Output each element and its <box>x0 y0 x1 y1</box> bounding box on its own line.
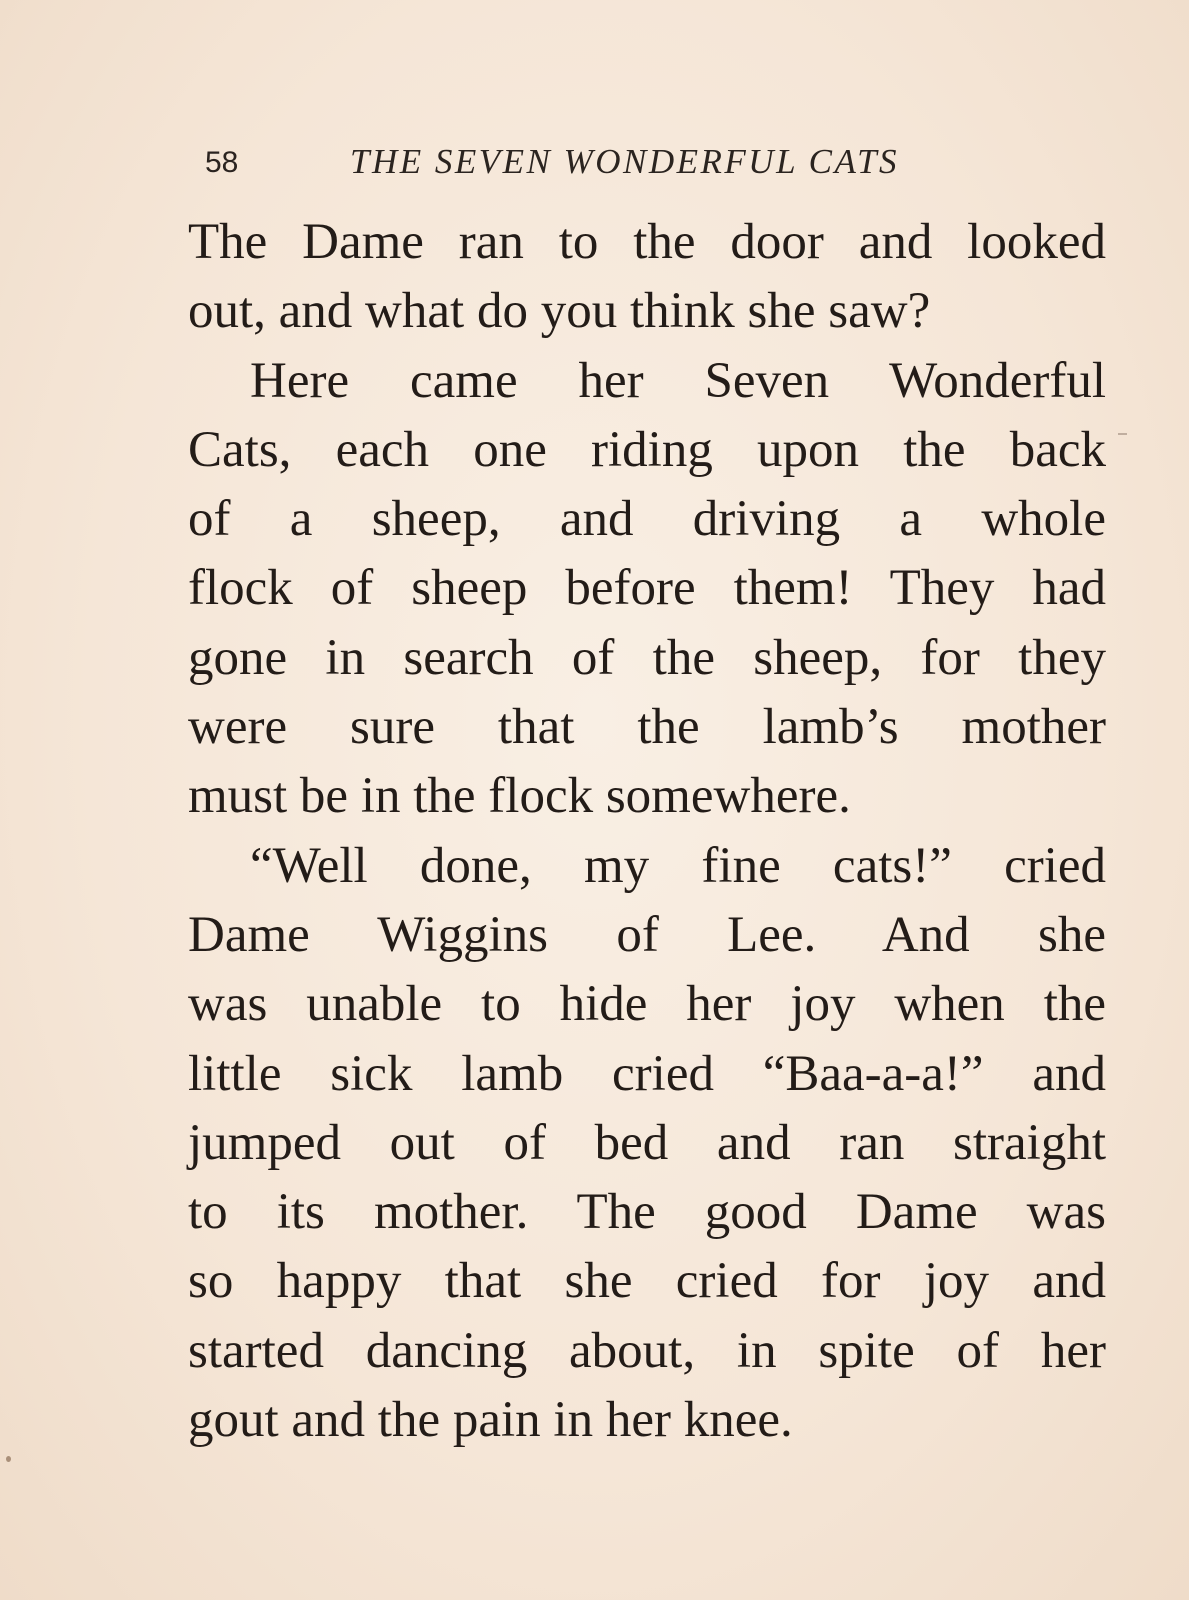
text-line: Cats, each one riding upon the back <box>188 421 1106 478</box>
text-line: must be in the flock somewhere. <box>188 768 851 825</box>
text-line: little sick lamb cried “Baa-a-a!” and <box>188 1045 1106 1102</box>
text-line: of a sheep, and driving a whole <box>188 491 1106 548</box>
book-title: THE SEVEN WONDERFUL CATS <box>350 142 900 181</box>
running-head <box>205 142 995 190</box>
text-line: out, and what do you think she saw? <box>188 283 931 340</box>
text-line: so happy that she cried for joy and <box>188 1253 1106 1310</box>
paper-speck <box>6 1456 11 1462</box>
text-line: to its mother. The good Dame was <box>188 1184 1106 1241</box>
text-line: “Well done, my fine cats!” cried <box>250 837 1106 894</box>
body-text <box>188 208 1128 1455</box>
margin-mark <box>1118 433 1127 435</box>
text-line: were sure that the lamb’s mother <box>188 699 1106 756</box>
page-number: 58 <box>205 146 239 179</box>
text-line: gout and the pain in her knee. <box>188 1392 793 1449</box>
text-line: Dame Wiggins of Lee. And she <box>188 906 1106 963</box>
text-line: Here came her Seven Wonderful <box>250 352 1106 409</box>
text-line: The Dame ran to the door and looked <box>188 214 1106 270</box>
text-line: flock of sheep before them! They had <box>188 560 1106 617</box>
text-line: started dancing about, in spite of her <box>188 1322 1106 1379</box>
text-line: gone in search of the sheep, for they <box>188 629 1106 686</box>
text-line: was unable to hide her joy when the <box>188 976 1106 1033</box>
text-line: jumped out of bed and ran straight <box>188 1114 1106 1171</box>
